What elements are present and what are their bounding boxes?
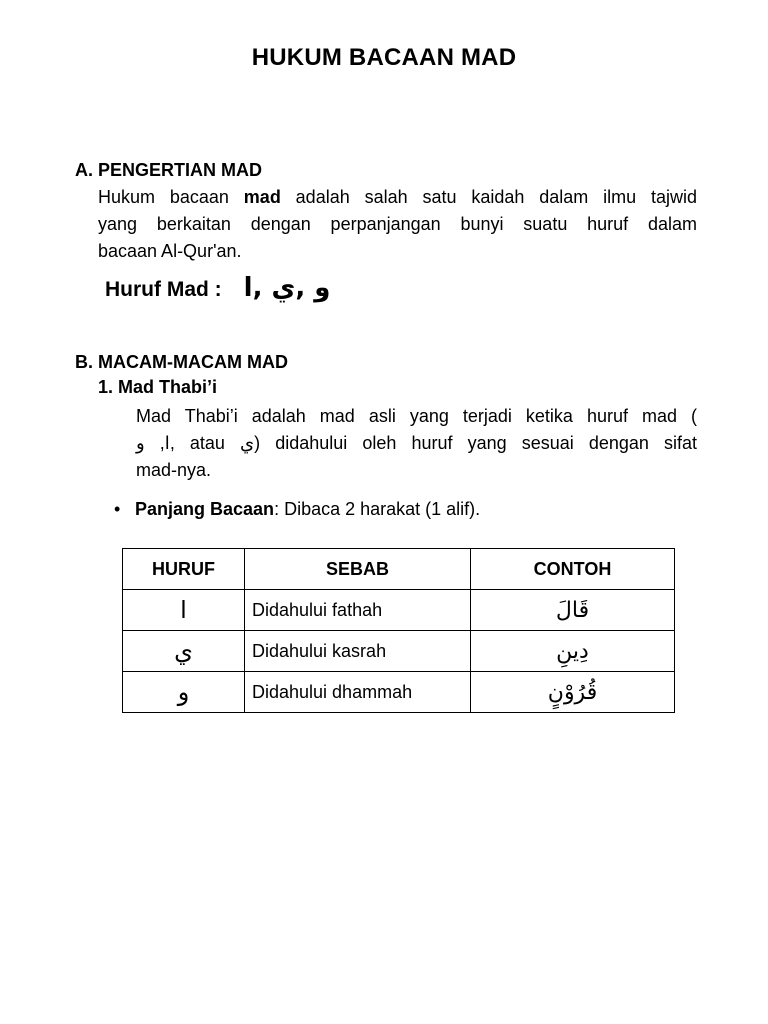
huruf-mad-label: Huruf Mad : <box>105 278 222 301</box>
section-a-title: PENGERTIAN MAD <box>98 160 263 180</box>
cell-huruf: و <box>123 672 245 713</box>
bullet-label: Panjang Bacaan <box>135 499 275 519</box>
cell-huruf: ا <box>123 590 245 631</box>
cell-sebab: Didahului kasrah <box>245 631 471 672</box>
bullet-text: : Dibaca 2 harakat (1 alif). <box>274 499 481 519</box>
para-line-1: Hukum bacaan mad adalah salah satu kaidah dalam ilmu tajwid <box>98 187 698 207</box>
subsection-heading <box>98 377 217 398</box>
desc-line-1: Mad Thabi’i adalah mad asli yang terjadi ketika huruf mad ( <box>136 406 697 426</box>
table-row <box>123 590 675 631</box>
section-b-title: MACAM-MACAM MAD <box>98 352 288 372</box>
document-title: HUKUM BACAAN MAD <box>251 44 517 71</box>
section-b-heading <box>75 352 288 373</box>
para-line-2: yang berkaitan dengan perpanjangan bunyi suatu huruf dalam <box>98 214 697 234</box>
bullet-item-panjang-bacaan <box>114 499 480 520</box>
desc-line-3: mad-nya. <box>136 460 212 480</box>
table-header-row <box>123 549 675 590</box>
huruf-mad-letters: و ,ي ,ا <box>243 273 331 303</box>
subsection-title: Mad Thabi’i <box>118 377 218 397</box>
cell-contoh: قُرُوْنٍ <box>471 672 675 713</box>
section-b-marker: B. <box>75 352 93 372</box>
mad-table <box>122 548 675 713</box>
section-a-paragraph <box>98 184 697 265</box>
subsection-marker: 1. <box>98 377 114 397</box>
huruf-mad-line <box>105 273 330 303</box>
table-row <box>123 672 675 713</box>
table-row <box>123 631 675 672</box>
bullet-dot: • <box>114 499 121 519</box>
term-mad: mad <box>243 187 281 207</box>
cell-sebab: Didahului fathah <box>245 590 471 631</box>
cell-contoh: دِينِ <box>471 631 675 672</box>
desc-line-2: و ,ا, atau ي) didahului oleh huruf yang sesuai dengan sifat <box>136 433 697 454</box>
cell-contoh: قَالَ <box>471 590 675 631</box>
para-line-3: bacaan Al-Qur'an. <box>98 241 242 261</box>
header-contoh: CONTOH <box>471 549 675 590</box>
header-sebab: SEBAB <box>245 549 471 590</box>
mad-thabii-description <box>136 403 697 484</box>
section-a-marker: A. <box>75 160 93 180</box>
cell-sebab: Didahului dhammah <box>245 672 471 713</box>
header-huruf: HURUF <box>123 549 245 590</box>
cell-huruf: ي <box>123 631 245 672</box>
section-a-heading <box>75 160 262 181</box>
